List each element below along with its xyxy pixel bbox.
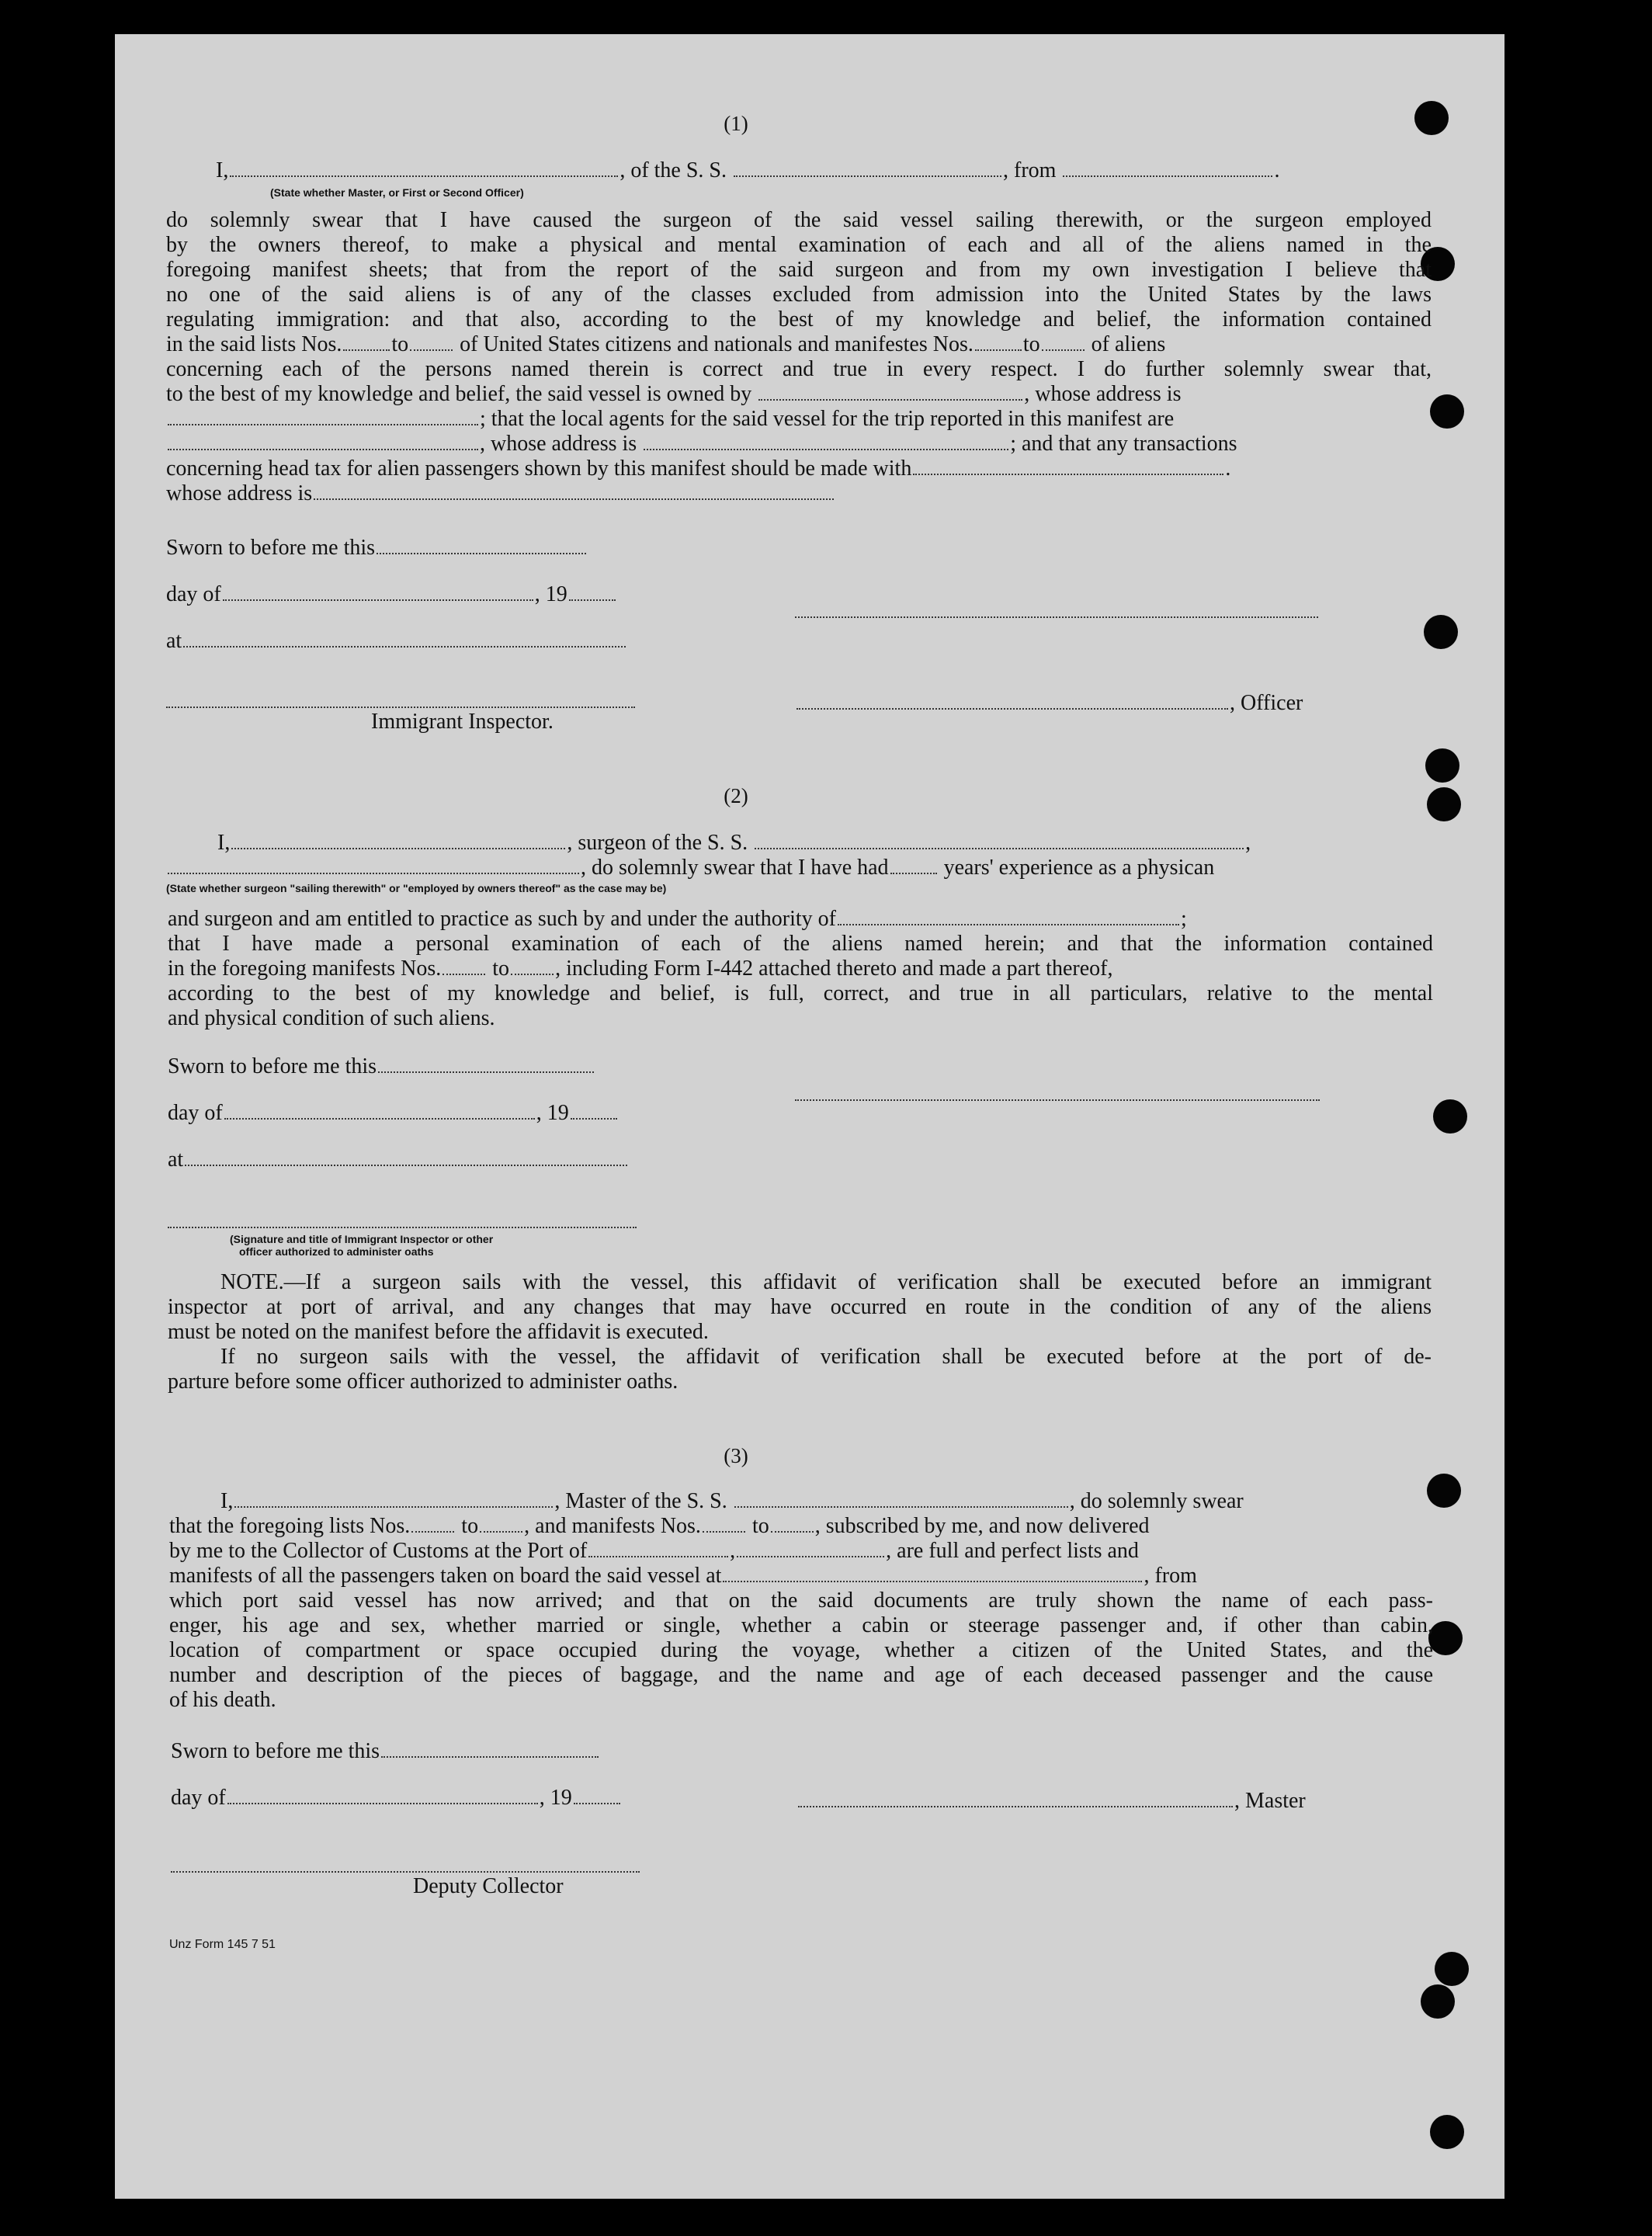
s3-on-board: manifests of all the passengers taken on board the said vessel at (169, 1564, 722, 1588)
s3-collector-line (171, 1871, 640, 1873)
s2-para-5: and physical condition of such aliens. (168, 1006, 495, 1030)
punch-hole (1414, 101, 1449, 135)
s3-para-3 (169, 1539, 1139, 1564)
s3-deputy-collector: Deputy Collector (413, 1874, 564, 1898)
s3-para-2 (169, 1514, 1150, 1539)
s2-at-line (168, 1148, 629, 1172)
s1-inspector-title: Immigrant Inspector. (371, 710, 554, 734)
s3-from: , from (1144, 1564, 1197, 1588)
s3-subscribed: , subscribed by me, and now delivered (814, 1514, 1150, 1538)
s1-i: I, (216, 158, 229, 182)
s3-para-7: location of compartment or space occupied during the voyage, whether a citizen of the United States, and the (169, 1638, 1433, 1662)
punch-hole (1425, 748, 1459, 783)
s2-para-3 (168, 957, 1112, 981)
s1-whose-address: , whose address is (1024, 382, 1182, 406)
s2-sworn: Sworn to before me this (168, 1054, 377, 1078)
s1-para-12 (166, 481, 835, 506)
s1-whose-address-2: , whose address is (480, 432, 637, 456)
s1-day-of: day of (166, 582, 221, 606)
s1-whose-address-3: whose address is (166, 481, 313, 505)
s1-officer: , Officer (1230, 691, 1303, 715)
s2-comma: , (1245, 831, 1251, 855)
s3-comma: , (730, 1539, 736, 1563)
s1-to-2: to (1022, 332, 1040, 356)
s1-para-11 (166, 457, 1230, 481)
s2-day-of: day of (168, 1101, 223, 1125)
s3-to: to (461, 1514, 479, 1538)
s2-to: to (492, 957, 510, 981)
s1-at-line (166, 629, 627, 654)
s1-para-2: by the owners thereof, to make a physical and mental examination of each and all of the aliens named in the (166, 233, 1432, 257)
s2-para-2: that I have made a personal examination of each of the aliens named herein; and that the information contained (168, 932, 1433, 956)
s3-para-5: which port said vessel has now arrived; and that on the said documents are truly shown the name of each pass- (169, 1588, 1433, 1613)
s2-note-2: inspector at port of arrival, and any changes that may have occurred en route in the condition of any of the aliens (168, 1295, 1432, 1319)
s2-surgeon-of-ss: , surgeon of the S. S. (567, 831, 748, 855)
s1-transactions: ; and that any transactions (1010, 432, 1237, 456)
s1-from: , from (1003, 158, 1057, 182)
s3-sworn-line (171, 1739, 600, 1764)
s2-semicolon: ; (1181, 907, 1187, 931)
punch-hole (1427, 1474, 1461, 1508)
section-2-number: (2) (724, 784, 748, 807)
s2-i: I, (217, 831, 231, 855)
s1-local-agents: ; that the local agents for the said vessel for the trip reported in this manifest are (480, 407, 1175, 431)
s1-para-5: regulating immigration: and that also, according to the best of my knowledge and belief, the information contained (166, 307, 1432, 332)
s2-surgeon-note: (State whether surgeon "sailing therewith" or "employed by owners thereof" as the case may be) (166, 882, 667, 894)
s3-para-8: number and description of the pieces of baggage, and the name and age of each deceased passenger and the cause (169, 1663, 1433, 1687)
s3-i: I, (220, 1489, 234, 1513)
s3-oath-line (220, 1489, 1244, 1514)
punch-hole (1424, 615, 1458, 649)
s2-manifests-nos: in the foregoing manifests Nos. (168, 957, 442, 981)
s2-swear-line (166, 856, 1214, 880)
s2-note-3: must be noted on the manifest before the affidavit is executed. (168, 1320, 709, 1344)
form-page (115, 34, 1504, 2199)
s1-day-line (166, 582, 617, 607)
s1-para-1: do solemnly swear that I have caused the surgeon of the said vessel sailing therewith, or the surgeon employed (166, 208, 1432, 232)
s2-swear: , do solemnly swear that I have had (581, 856, 889, 880)
s2-note-5: parture before some officer authorized to administer oaths. (168, 1370, 678, 1394)
s1-para-7: concerning each of the persons named therein is correct and true in every respect. I do further solemnly swear that, (166, 357, 1432, 381)
punch-hole (1427, 787, 1461, 821)
punch-hole (1428, 1621, 1463, 1655)
s2-years: years' experience as a physican (943, 856, 1215, 880)
s2-day-line (168, 1101, 619, 1126)
punch-hole (1430, 394, 1464, 429)
s1-oath-line (216, 158, 1279, 183)
s3-swear: , do solemnly swear (1069, 1489, 1244, 1513)
s1-of-ss: , of the S. S. (620, 158, 727, 182)
s2-form-i442: , including Form I-442 attached thereto and made a part thereof, (555, 957, 1113, 981)
form-reference: Unz Form 145 7 51 (169, 1938, 276, 1951)
s1-lists-nos: in the said lists Nos. (166, 332, 342, 356)
s2-note-1: NOTE.—If a surgeon sails with the vessel, this affidavit of verification shall be executed before an immigrant (220, 1270, 1432, 1294)
s3-19: , 19 (539, 1786, 572, 1810)
s2-sworn-line (168, 1054, 595, 1079)
s3-master-of-ss: , Master of the S. S. (554, 1489, 727, 1513)
s1-19: , 19 (534, 582, 567, 606)
s2-19: , 19 (536, 1101, 569, 1125)
s1-citizens: of United States citizens and nationals and manifestes Nos. (460, 332, 974, 356)
s1-para-3: foregoing manifest sheets; that from the report of the said surgeon and from my own investigation I believe that (166, 258, 1432, 282)
s1-period-2: . (1225, 457, 1231, 481)
s3-para-4 (169, 1564, 1197, 1588)
section-1-number: (1) (724, 112, 748, 135)
s1-at: at (166, 629, 182, 653)
s1-to: to (391, 332, 409, 356)
s1-para-6 (166, 332, 1165, 357)
s2-inspector-line (168, 1227, 637, 1228)
s1-officer-line (795, 691, 1303, 716)
s3-to-2: to (751, 1514, 769, 1538)
s2-signature-note-2: officer authorized to administer oaths (239, 1245, 434, 1258)
s3-manifests-nos: , and manifests Nos. (524, 1514, 701, 1538)
s1-owned-by: to the best of my knowledge and belief, the said vessel is owned by (166, 382, 752, 406)
s1-inspector-line (166, 707, 635, 708)
s1-signature-line (795, 616, 1318, 618)
s2-para-4: according to the best of my knowledge and belief, is full, correct, and true in all particulars, relative to the mental (168, 981, 1433, 1005)
s3-para-6: enger, his age and sex, whether married or single, whether a cabin or steerage passenger and, if other than cabin, (169, 1613, 1433, 1637)
punch-hole (1430, 2115, 1464, 2149)
s1-sworn-line (166, 536, 588, 561)
s2-signature-line (795, 1099, 1320, 1101)
s3-lists-nos: that the foregoing lists Nos. (169, 1514, 411, 1538)
s2-note-4: If no surgeon sails with the vessel, the affidavit of verification shall be executed before at the port of de- (220, 1345, 1432, 1369)
section-3-number: (3) (724, 1444, 748, 1467)
s1-para-10 (166, 432, 1237, 457)
s3-master-line (796, 1789, 1306, 1814)
s2-authority: and surgeon and am entitled to practice as such by and under the authority of (168, 907, 836, 931)
s1-para-8 (166, 382, 1181, 407)
s3-day-line (171, 1786, 622, 1811)
s1-para-4: no one of the said aliens is of any of the classes excluded from admission into the United States by the laws (166, 283, 1432, 307)
s1-sworn: Sworn to before me this (166, 536, 376, 560)
s2-signature-note-1: (Signature and title of Immigrant Inspector or other (230, 1233, 494, 1245)
s1-period: . (1274, 158, 1280, 182)
s2-oath-line (217, 831, 1251, 856)
punch-hole (1435, 1952, 1469, 1986)
s2-at: at (168, 1148, 184, 1172)
s3-sworn: Sworn to before me this (171, 1739, 380, 1763)
s2-para-1 (168, 907, 1187, 932)
s1-head-tax: concerning head tax for alien passengers shown by this manifest should be made with (166, 457, 912, 481)
s3-para-9: of his death. (169, 1688, 276, 1712)
s3-full-lists: , are full and perfect lists and (886, 1539, 1139, 1563)
s3-port-of: by me to the Collector of Customs at the Port of (169, 1539, 588, 1563)
punch-hole (1421, 1984, 1455, 2019)
s1-master-note: (State whether Master, or First or Second Officer) (270, 186, 524, 199)
s3-day-of: day of (171, 1786, 226, 1810)
s1-para-9 (166, 407, 1174, 432)
s1-of-aliens: of aliens (1091, 332, 1166, 356)
punch-hole (1433, 1099, 1467, 1134)
s3-master: , Master (1234, 1789, 1306, 1813)
